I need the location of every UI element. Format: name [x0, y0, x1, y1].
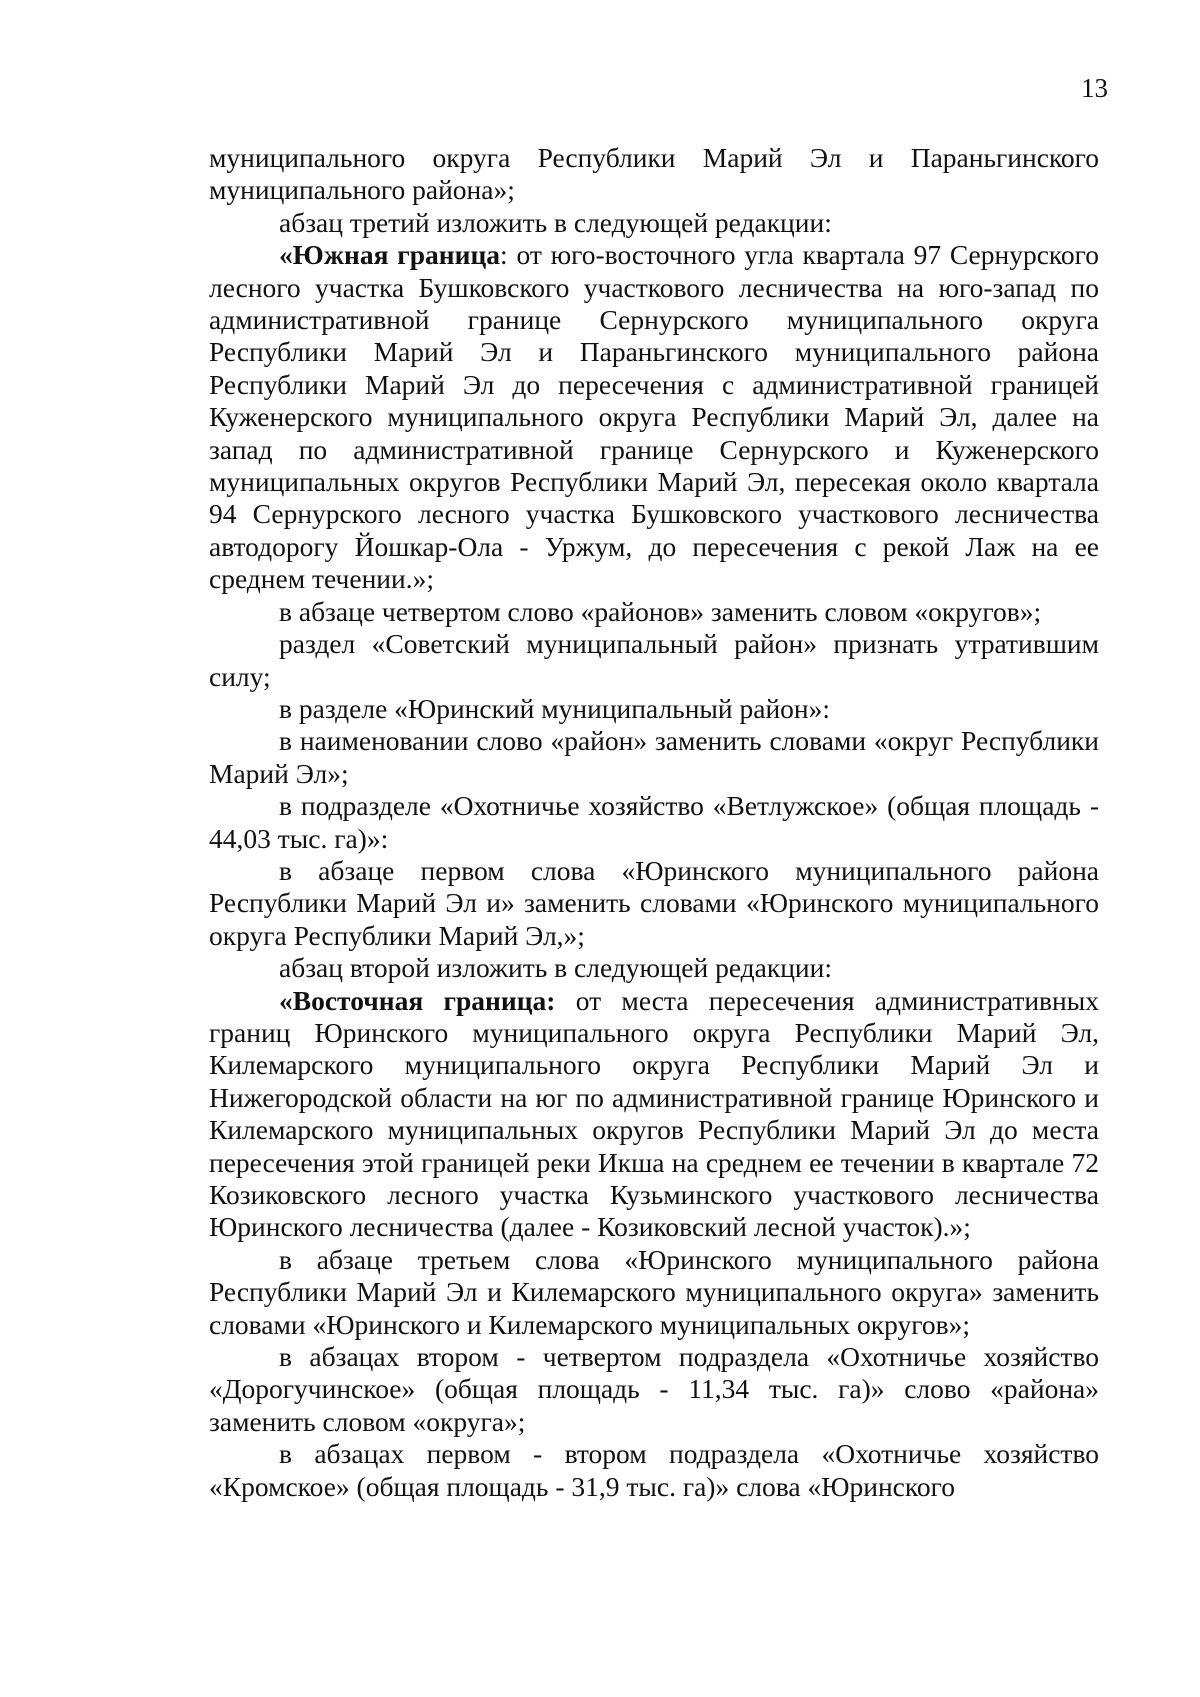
- paragraph-text: от места пересечения административных границ Юринского муниципального округа Республики Марий Эл, Килемарского муниципального округа Республики Марий Эл и Нижегородской области на юг по административной границе Юринского и Килемарского муниципальных округов Республики Марий Эл до места пересечения этой границей реки Икша на среднем ее течении в квартале 72 Козиковского лесного участка Кузьминского участкового лесничества Юринского лесничества (далее - Козиковский лесной участок).»;: [209, 984, 1099, 1243]
- paragraph-text: абзац второй изложить в следующей редакции:: [279, 952, 833, 984]
- paragraph-7: [209, 725, 1099, 790]
- page-number: 13: [1081, 73, 1108, 103]
- paragraph-2: [209, 207, 1099, 239]
- paragraph-6: [209, 693, 1099, 725]
- paragraph-lead: «Восточная граница:: [279, 984, 556, 1016]
- document-body: [209, 142, 1099, 1503]
- paragraph-14: [209, 1438, 1099, 1503]
- paragraph-text: в абзаце четвертом слово «районов» заменить словом «округов»;: [279, 595, 1042, 627]
- paragraph-5: [209, 628, 1099, 693]
- paragraph-9: [209, 855, 1099, 952]
- paragraph-text: раздел «Советский муниципальный район» признать утратившим силу;: [209, 628, 1099, 692]
- paragraph-1: [209, 142, 1099, 207]
- paragraph-southern-border: [209, 239, 1099, 595]
- paragraph-text: в абзаце третьем слова «Юринского муниципального района Республики Марий Эл и Килемарского муниципального округа» заменить словами «Юринского и Килемарского муниципальных округов»;: [209, 1243, 1099, 1340]
- paragraph-text: в подразделе «Охотничье хозяйство «Ветлужское» (общая площадь - 44,03 тыс. га)»:: [209, 790, 1099, 854]
- paragraph-text: в разделе «Юринский муниципальный район»:: [279, 692, 831, 724]
- paragraph-text: в абзацах первом - втором подраздела «Охотничье хозяйство «Кромское» (общая площадь - 31,9 тыс. га)» слова «Юринского: [209, 1438, 1099, 1502]
- paragraph-13: [209, 1341, 1099, 1438]
- paragraph-text: в наименовании слово «район» заменить словами «округ Республики Марий Эл»;: [209, 725, 1099, 789]
- paragraph-text: в абзаце первом слова «Юринского муниципального района Республики Марий Эл и» заменить словами «Юринского муниципального округа Республики Марий Эл,»;: [209, 854, 1099, 951]
- paragraph-text: в абзацах втором - четвертом подраздела «Охотничье хозяйство «Дорогучинское» (общая площадь - 11,34 тыс. га)» слово «района» заменить словом «округа»;: [209, 1341, 1099, 1437]
- paragraph-text: абзац третий изложить в следующей редакции:: [279, 206, 832, 238]
- paragraph-12: [209, 1244, 1099, 1341]
- paragraph-text: муниципального округа Республики Марий Эл и Параньгинского муниципального района»;: [209, 142, 1099, 206]
- paragraph-8: [209, 790, 1099, 855]
- paragraph-lead: «Южная граница: [279, 239, 501, 271]
- paragraph-text: : от юго-восточного угла квартала 97 Сернурского лесного участка Бушковского участкового лесничества на юго-запад по административной границе Сернурского муниципального округа Республики Марий Эл и Параньгинского муниципального района Республики Марий Эл до пересечения с административной границей Куженерского муниципального округа Республики Марий Эл, далее на запад по административной границе Сернурского и Куженерского муниципальных округов Республики Марий Эл, пересекая около квартала 94 Сернурского лесного участка Бушковского участкового лесничества автодорогу Йошкар-Ола - Уржум, до пересечения с рекой Лаж на ее среднем течении.»;: [209, 239, 1099, 595]
- paragraph-eastern-border: [209, 985, 1099, 1244]
- paragraph-4: [209, 596, 1099, 628]
- paragraph-10: [209, 952, 1099, 984]
